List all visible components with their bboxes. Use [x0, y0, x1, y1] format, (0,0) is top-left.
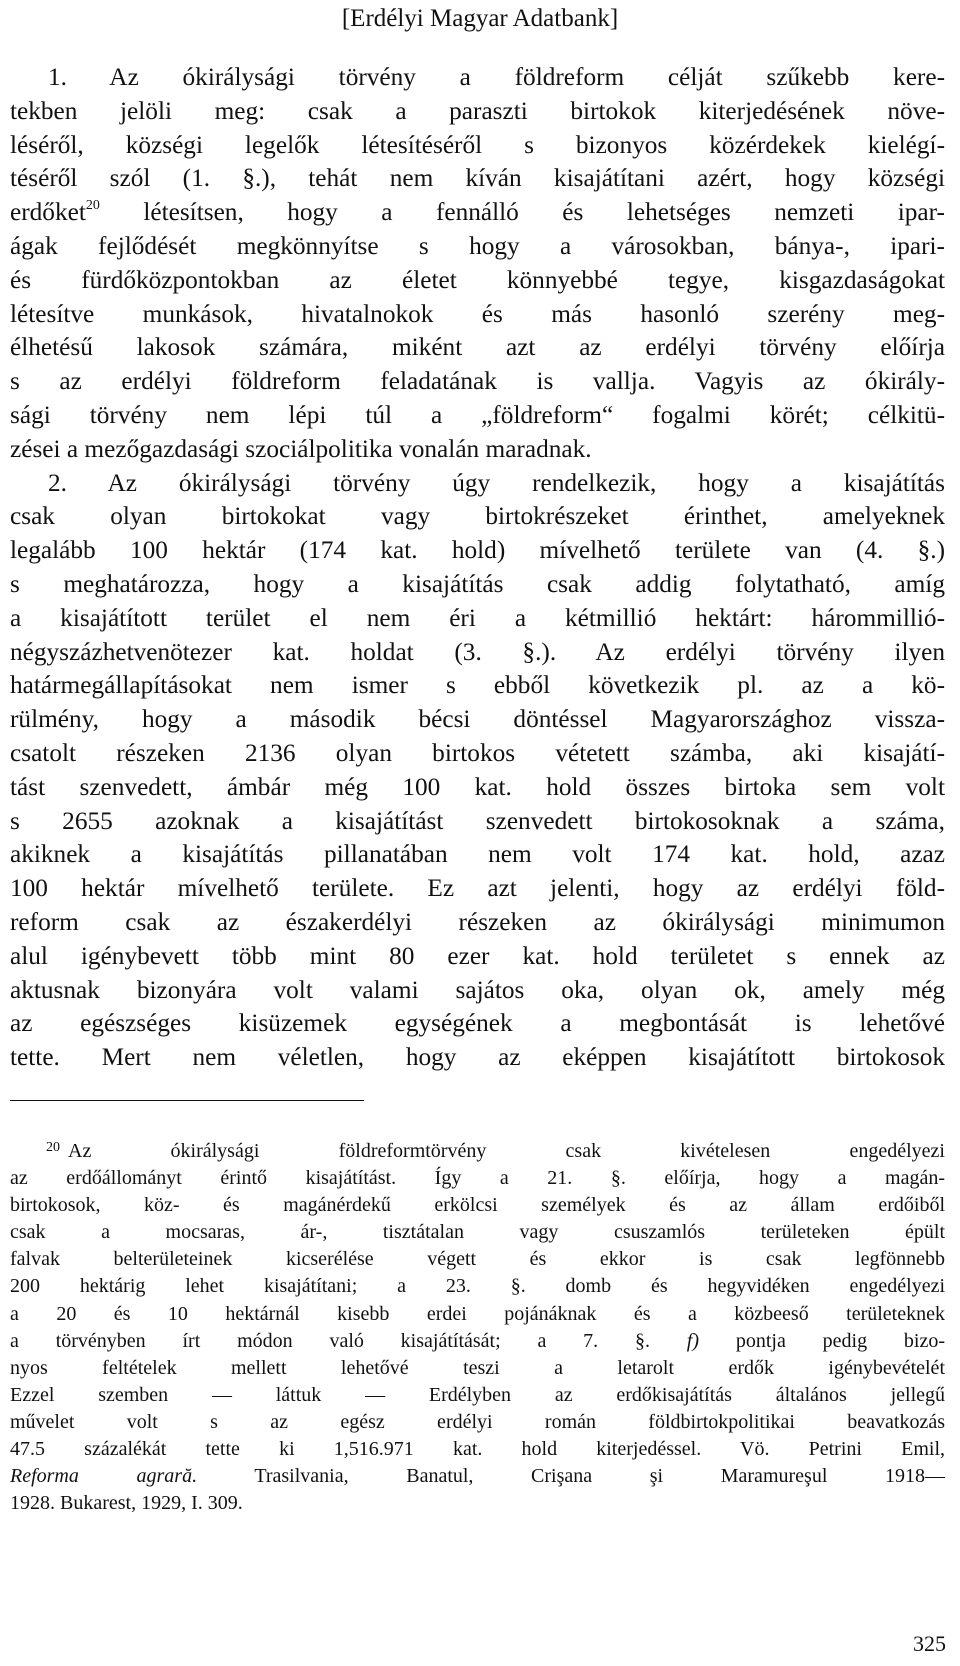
footnote-line: 200 hektárig lehet kisajátítani; a 23. §. domb és hegyvidéken engedélyezi — [10, 1275, 945, 1298]
text-line: s az erdélyi földreform feladatának is vallja. Vagyis az ókirály- — [10, 367, 945, 396]
footnote-line: 47.5 százalékát tette ki 1,516.971 kat. hold kiterjedéssel. Vö. Petrini Emil, — [10, 1438, 945, 1461]
footnote — [10, 1138, 945, 1517]
text-line: s meghatározza, hogy a kisajátítás csak addig folytatható, amíg — [10, 569, 945, 598]
book-title: Reforma agrară. — [10, 1465, 198, 1488]
text-line: ágak fejlődését megkönnyítse s hogy a városokban, bánya-, ipari- — [10, 231, 945, 260]
text-line: határmegállapításokat nem ismer s ebből következik pl. az a kö- — [10, 671, 945, 700]
page-number: 325 — [913, 1631, 946, 1656]
footnote-line: 1928. Bukarest, 1929, I. 309. — [10, 1492, 243, 1515]
main-text — [10, 61, 945, 1075]
footnote-line: az erdőállományt érintő kisajátítást. Így a 21. §. előírja, hogy a magán- — [10, 1167, 945, 1190]
text-line — [10, 196, 945, 230]
text-line: 1. Az ókirálysági törvény a földreform célját szűkebb kere- — [48, 63, 945, 91]
text-fragment: pontja pedig bizo- — [699, 1329, 945, 1352]
footnote-line — [10, 1328, 945, 1355]
text-line: alul igénybevett több mint 80 ezer kat. hold területet s ennek az — [10, 941, 945, 970]
text-fragment: a törvényben írt módon való kisajátítását; a 7. §. — [10, 1329, 687, 1352]
text-line: zései a mezőgazdasági szociálpolitika vonalán maradnak. — [10, 434, 592, 463]
text-line: tette. Mert nem véletlen, hogy az eképpen kisajátított birtokosok — [10, 1043, 945, 1072]
text-fragment: létesítsen, hogy a fennálló és lehetséges nemzeti ipar- — [99, 198, 945, 227]
text-line: reform csak az északerdélyi részeken az ókirálysági minimumon — [10, 907, 945, 936]
text-line: létesítve munkások, hivatalnokok és más hasonló szerény meg- — [10, 299, 945, 328]
text-line: legalább 100 hektár (174 kat. hold) mívelhető területe van (4. §.) — [10, 536, 945, 565]
text-fragment: Trasilvania, Banatul, Crişana şi Maramureşul 1918— — [197, 1465, 945, 1488]
text-line: rülmény, hogy a második bécsi döntéssel Magyarországhoz vissza- — [10, 705, 945, 734]
footnote-line: Ezzel szemben — láttuk — Erdélyben az erdőkisajátítás általános jellegű — [10, 1383, 945, 1406]
text-line: tekben jelöli meg: csak a paraszti birtokok kiterjedésének növe- — [10, 96, 945, 125]
text-line: téséről szól (1. §.), tehát nem kíván kisajátítani azért, hogy községi — [10, 164, 945, 193]
text-line: és fürdőközpontokban az életet könnyebbé tegye, kisgazdaságokat — [10, 265, 945, 294]
text-line: élhetésű lakosok számára, miként azt az erdélyi törvény előírja — [10, 333, 945, 362]
footnote-line: birtokosok, köz- és magánérdekű erkölcsi személyek és az állam erdőiből — [10, 1194, 945, 1217]
text-line: csak olyan birtokokat vagy birtokrészeket érinthet, amelyeknek — [10, 502, 945, 531]
text-line: az egészséges kisüzemek egységének a megbontását is lehetővé — [10, 1009, 945, 1038]
text-line: akiknek a kisajátítás pillanatában nem volt 174 kat. hold, azaz — [10, 840, 945, 869]
footnote-line — [10, 1138, 945, 1165]
text-line: s 2655 azoknak a kisajátítást szenvedett birtokosoknak a száma, — [10, 806, 945, 835]
text-fragment: Az ókirálysági földreformtörvény csak kivételesen engedélyezi — [68, 1140, 945, 1162]
text-line: csatolt részeken 2136 olyan birtokos vétetett számba, aki kisajátí- — [10, 738, 945, 767]
footnote-line: művelet volt s az egész erdélyi román földbirtokpolitikai beavatkozás — [10, 1410, 945, 1433]
text-line: tást szenvedett, ámbár még 100 kat. hold összes birtoka sem volt — [10, 772, 945, 801]
text-line: 100 hektár mívelhető területe. Ez azt jelenti, hogy az erdélyi föld- — [10, 874, 945, 903]
footnote-line: falvak belterületeinek kicserélése végett és ekkor is csak legfönnebb — [10, 1248, 945, 1271]
header-text: [Erdélyi Magyar Adatbank] — [341, 5, 619, 32]
text-line: 2. Az ókirálysági törvény úgy rendelkezik, hogy a kisajátítás — [48, 468, 945, 497]
text-line: a kisajátított terület el nem éri a kétmillió hektárt: hárommillió- — [10, 603, 945, 632]
italic-fragment: f) — [686, 1329, 700, 1352]
footnote-separator — [10, 1100, 364, 1101]
footnote-line: nyos feltételek mellett lehetővé teszi a letarolt erdők igénybevételét — [10, 1356, 945, 1379]
footnote-reference[interactable]: 20 — [85, 197, 100, 213]
text-line: léséről, községi legelők létesítéséről s bizonyos közérdekek kielégí- — [10, 130, 945, 159]
footnote-line — [10, 1463, 945, 1490]
footnote-line: csak a mocsaras, ár-, tisztátalan vagy csuszamlós területeken épült — [10, 1221, 945, 1244]
footnote-line: a 20 és 10 hektárnál kisebb erdei pojánáknak és a közbeeső területeknek — [10, 1302, 945, 1325]
text-line: sági törvény nem lépi túl a „földreform“ fogalmi körét; célkitü- — [10, 400, 945, 429]
text-line: négyszázhetvenötezer kat. holdat (3. §.). Az erdélyi törvény ilyen — [10, 637, 945, 666]
text-line: aktusnak bizonyára volt valami sajátos oka, olyan ok, amely még — [10, 975, 945, 1004]
footnote-number: 20 — [46, 1140, 60, 1155]
text-fragment: erdőket — [10, 198, 86, 227]
